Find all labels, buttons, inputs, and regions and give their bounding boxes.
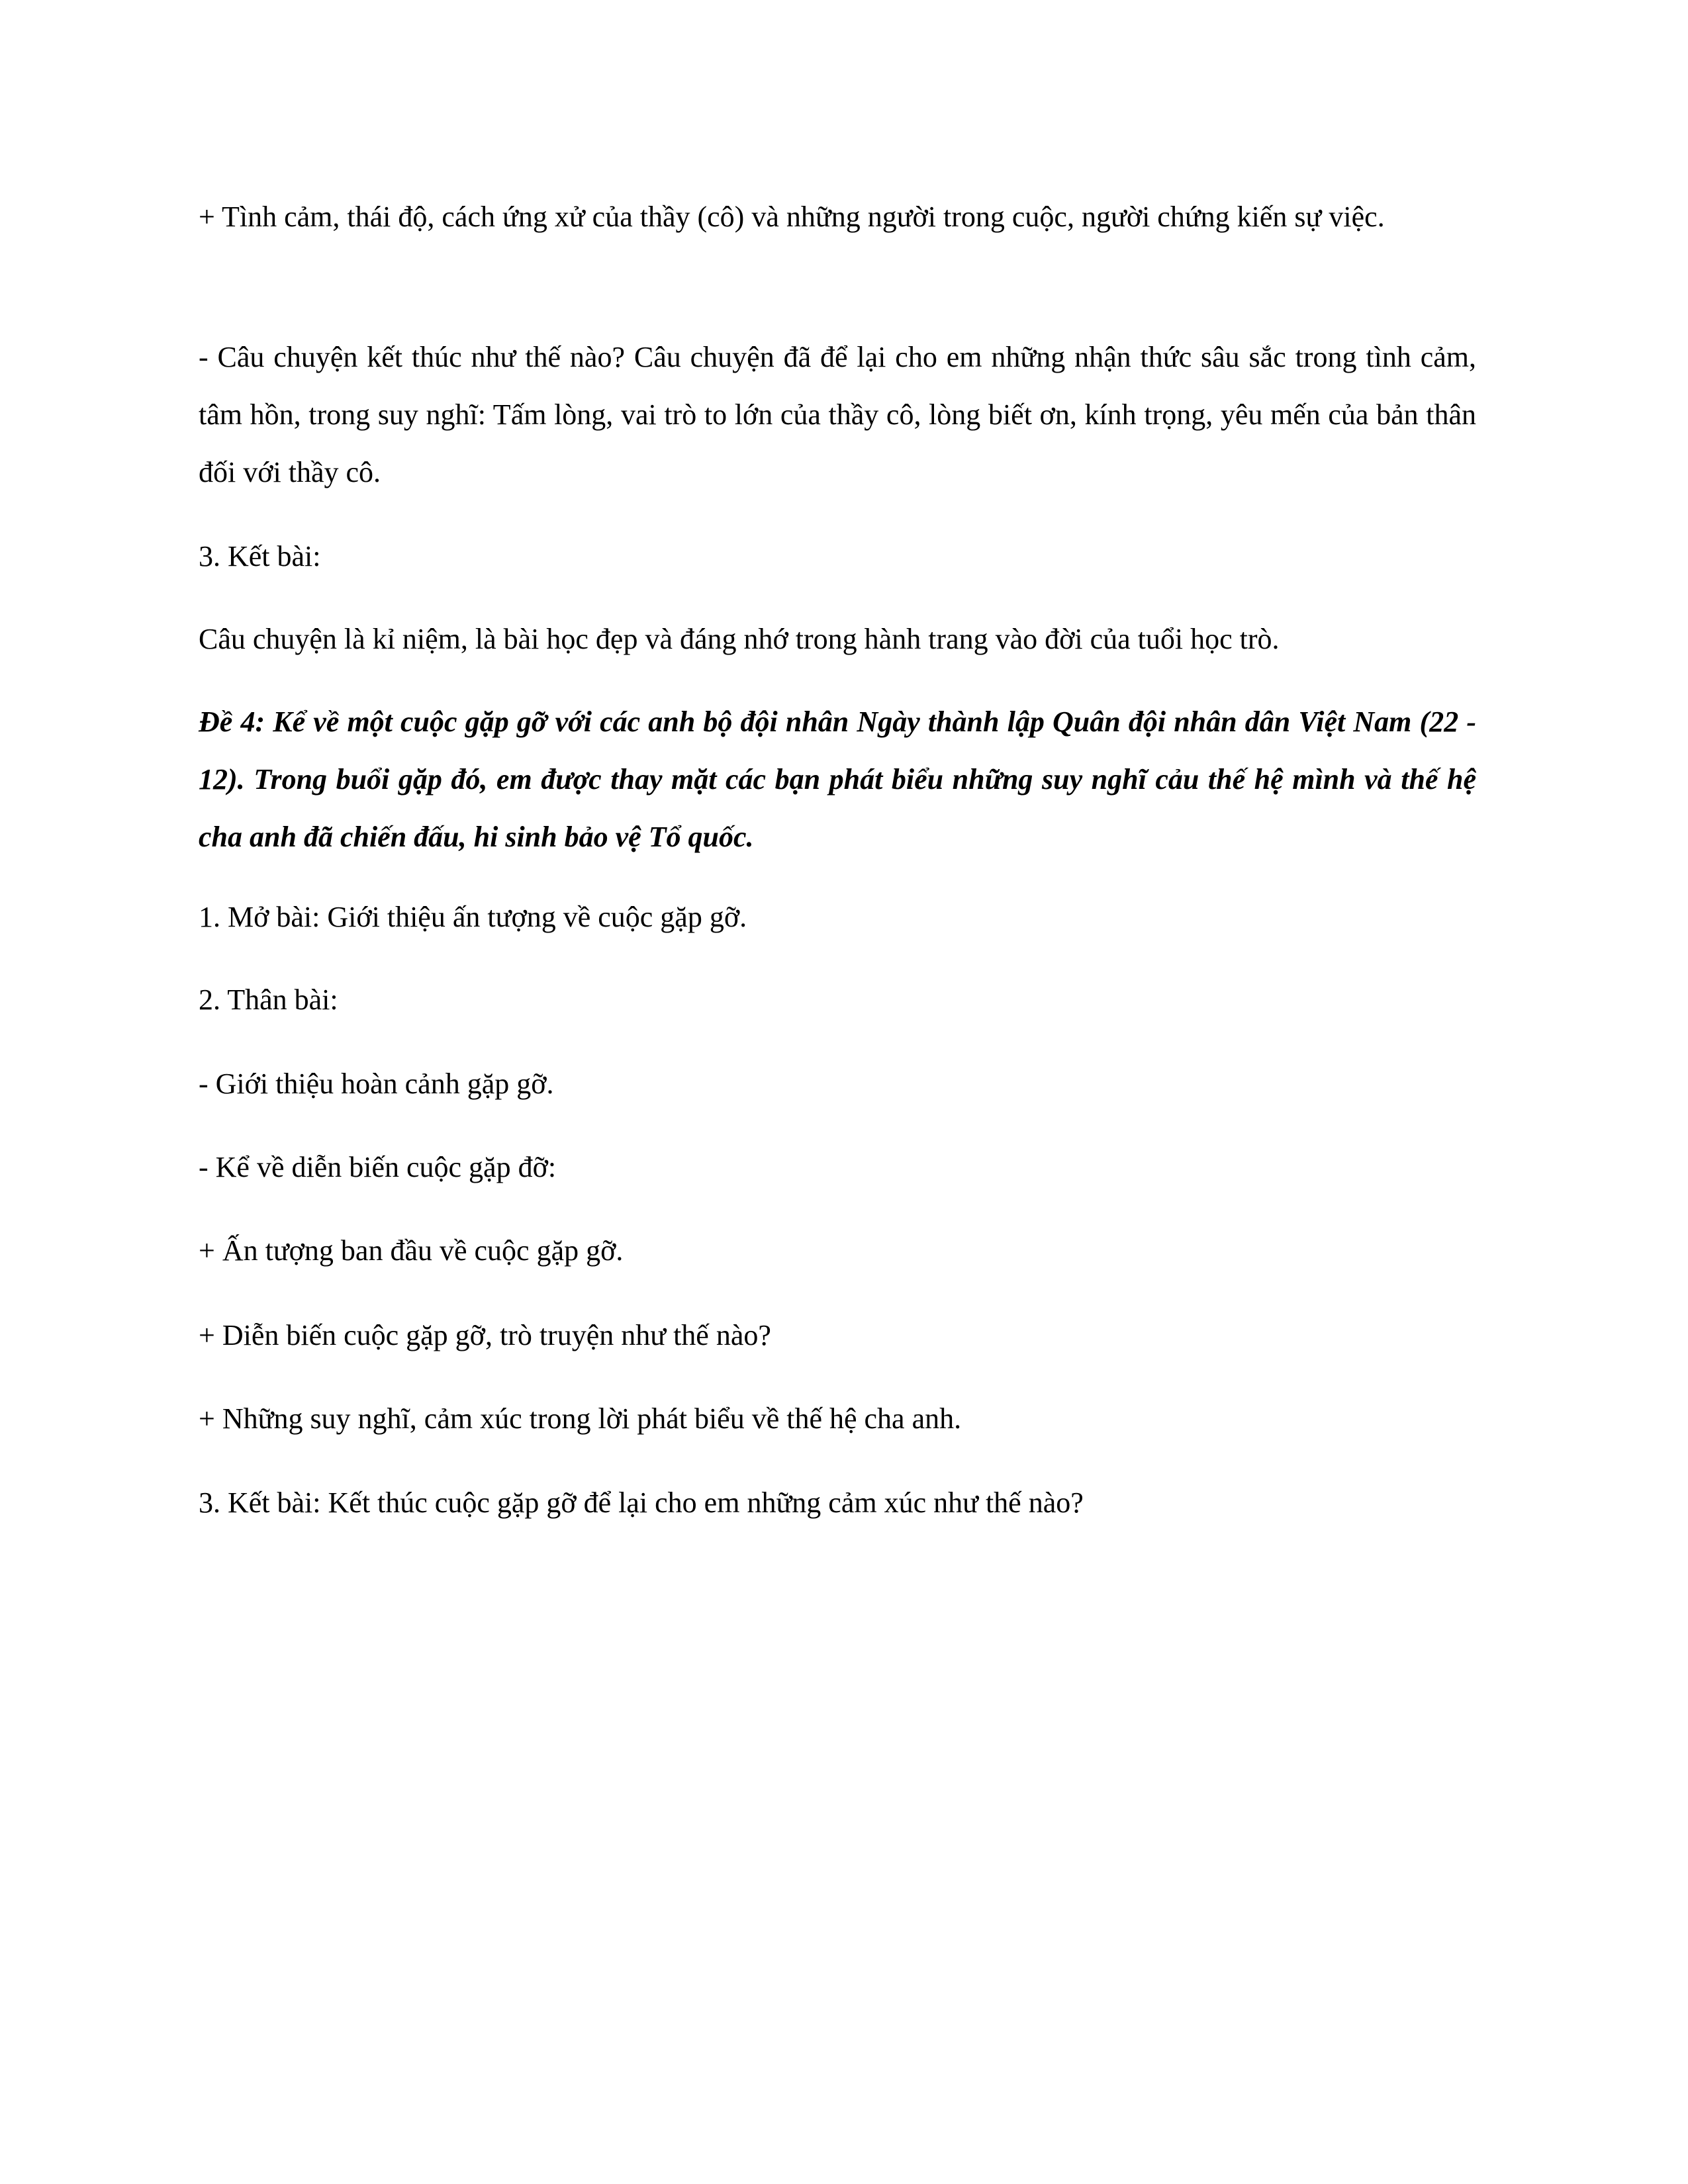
heading-conclusion: 3. Kết bài: (199, 540, 321, 572)
paragraph-context: - Giới thiệu hoàn cảnh gặp gỡ. (199, 1068, 554, 1100)
paragraph-progress: - Kể về diễn biến cuộc gặp đỡ: (199, 1151, 557, 1183)
paragraph-first-impression: + Ấn tượng ban đầu về cuộc gặp gỡ. (199, 1234, 624, 1267)
paragraph-conversation: + Diễn biến cuộc gặp gỡ, trò truyện như thế nào? (199, 1319, 771, 1351)
paragraph-thoughts: + Những suy nghĩ, cảm xúc trong lời phát biểu về thế hệ cha anh. (199, 1402, 962, 1435)
topic-4-heading: Đề 4: Kể về một cuộc gặp gỡ với các anh bộ đội nhân Ngày thành lập Quân đội nhân dân Việt Nam (22 - 12). Trong buổi gặp đó, em được thay mặt các bạn phát biểu những suy nghĩ cảu thế hệ mình và thế hệ cha anh đã chiến đấu, hi sinh bảo vệ Tổ quốc. (199, 705, 1476, 853)
paragraph-story-ending: - Câu chuyện kết thúc như thế nào? Câu chuyện đã để lại cho em những nhận thức sâu sắc trong tình cảm, tâm hồn, trong suy nghĩ: Tấm lòng, vai trò to lớn của thầy cô, lòng biết ơn, kính trọng, yêu mến của bản thân đối với thầy cô. (199, 341, 1476, 488)
paragraph-intro: 1. Mở bài: Giới thiệu ấn tượng về cuộc gặp gỡ. (199, 901, 747, 933)
paragraph-conclusion: Câu chuyện là kỉ niệm, là bài học đẹp và đáng nhớ trong hành trang vào đời của tuổi học trò. (199, 623, 1280, 655)
paragraph-teacher-attitude: + Tình cảm, thái độ, cách ứng xử của thầy (cô) và những người trong cuộc, người chứng kiến sự việc. (199, 201, 1385, 233)
heading-body: 2. Thân bài: (199, 983, 338, 1016)
paragraph-final-conclusion: 3. Kết bài: Kết thúc cuộc gặp gỡ để lại cho em những cảm xúc như thế nào? (199, 1486, 1084, 1519)
